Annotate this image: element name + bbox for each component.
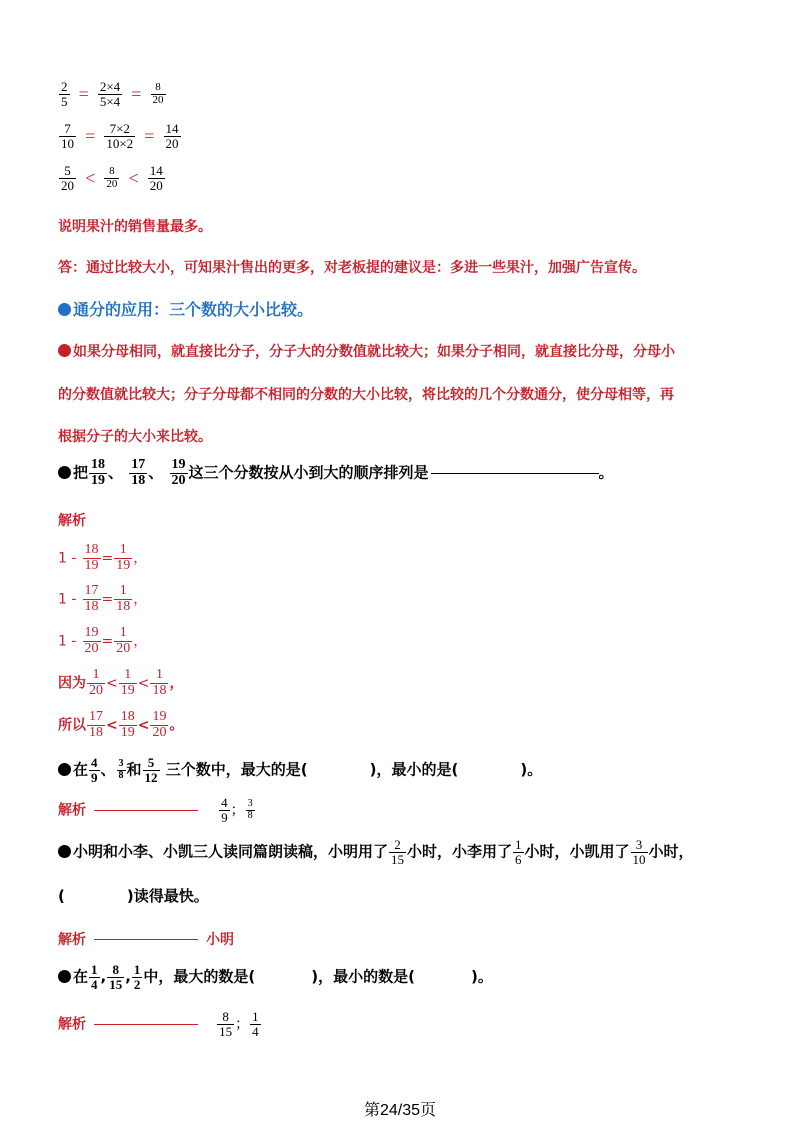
conclusion-text: 说明果汁的销售量最多。 <box>58 219 212 235</box>
analysis-label: 解析 <box>58 513 86 529</box>
fraction: $\frac{1}{20}$ <box>89 667 103 698</box>
fraction: $\frac{8}{15}$ <box>109 962 123 992</box>
fraction: $\frac{2}{15}$ <box>391 837 405 867</box>
calc-line-1: $\frac{2}{5}$ = $\frac{2\times 4}{5\times 4}$ = $\frac{8}{20}$ <box>61 79 164 109</box>
fraction: $\frac{19}{20}$ <box>84 625 99 656</box>
rule-line-3: 根据分子的大小来比较。 <box>58 429 212 445</box>
solution-line-2: 1 - $\frac{17}{18}$ = $\frac{1}{18}$ ， <box>58 583 148 614</box>
solution-line-1: 1 - $\frac{18}{19}$ = $\frac{1}{19}$ ， <box>58 542 148 573</box>
q3-analysis: 解析 小明 <box>58 932 234 948</box>
fraction: $\frac{5}{20}$ <box>61 163 74 193</box>
fraction: $\frac{8}{15}$ <box>219 1009 233 1039</box>
fraction: $\frac{17}{18}$ <box>84 583 99 614</box>
fraction: $\frac{3}{8}$ <box>118 758 124 781</box>
fraction: $\frac{1}{4}$ <box>252 1009 259 1039</box>
fraction: $\frac{1}{18}$ <box>116 583 131 614</box>
question-4: 在 $\frac{1}{4}$ , $\frac{8}{15}$ , $\frac{1}{2}$ 中，最大的数是( )，最小的数是( )。 <box>58 963 493 991</box>
bullet-icon <box>58 466 71 479</box>
fraction: $\frac{18}{19}$ <box>120 709 135 740</box>
divider <box>94 939 198 940</box>
bullet-icon <box>58 303 71 316</box>
bullet-icon <box>58 763 71 776</box>
fraction: $\frac{3}{10}$ <box>632 837 646 867</box>
fraction: $\frac{1}{20}$ <box>116 625 131 656</box>
fraction: $\frac{19}{20}$ <box>152 709 167 740</box>
fraction: $\frac{3}{8}$ <box>247 798 253 821</box>
question-1: 把 $\frac{18}{19}$ 、 $\frac{17}{18}$ 、 $\frac{19}{20}$ 这三个分数按从小到大的顺序排列是 。 <box>58 458 614 488</box>
fraction: $\frac{8}{20}$ <box>106 165 118 190</box>
q4-analysis: 解析 $\frac{8}{15}$ ； $\frac{1}{4}$ <box>58 1009 259 1039</box>
divider <box>94 1024 198 1025</box>
solution-so: 所以 $\frac{17}{18}$ < $\frac{18}{19}$ < $\frac{19}{20}$ 。 <box>58 709 184 740</box>
bullet-icon <box>58 970 71 983</box>
q2-analysis: 解析 $\frac{4}{9}$ ； $\frac{3}{8}$ <box>58 795 253 825</box>
solution-line-3: 1 - $\frac{19}{20}$ = $\frac{1}{20}$ ， <box>58 625 148 656</box>
fraction: $\frac{7\times 2}{10\times 2}$ <box>106 121 134 151</box>
fraction: $\frac{17}{18}$ <box>131 457 146 488</box>
fraction: $\frac{18}{19}$ <box>91 457 106 488</box>
answer-text: 答：通过比较大小，可知果汁售出的更多，对老板提的建议是：多进一些果汁，加强广告宣传。 <box>58 260 646 276</box>
calc-line-3: $\frac{5}{20}$ < $\frac{8}{20}$ < $\frac{14}{20}$ <box>61 163 163 193</box>
rule-line-1: 如果分母相同，就直接比分子，分子大的分数值就比较大；如果分子相同，就直接比分母，分母小 <box>58 341 675 361</box>
rule-line-2: 的分数值就比较大；分子分母都不相同的分数的大小比较，将比较的几个分数通分，使分母相等，再 <box>58 387 674 403</box>
fraction: $\frac{4}{9}$ <box>221 795 228 825</box>
fraction: $\frac{17}{18}$ <box>89 709 103 740</box>
fraction: $\frac{8}{20}$ <box>152 81 164 106</box>
fraction: $\frac{7}{10}$ <box>61 121 74 151</box>
fraction: $\frac{1}{6}$ <box>515 837 522 867</box>
fraction: $\frac{1}{19}$ <box>120 667 135 698</box>
fraction: $\frac{1}{4}$ <box>91 962 98 992</box>
section-title: 通分的应用：三个数的大小比较。 <box>58 297 313 320</box>
question-2: 在 $\frac{4}{9}$ 、 $\frac{3}{8}$ 和 $\frac{5}{12}$ 三个数中，最大的是( )，最小的是( )。 <box>58 756 542 784</box>
fraction: $\frac{1}{19}$ <box>116 542 131 573</box>
fraction: $\frac{19}{20}$ <box>171 457 186 488</box>
fraction: $\frac{1}{18}$ <box>152 667 167 698</box>
question-3-line-2: ( )读得最快。 <box>58 887 209 905</box>
bullet-icon <box>58 845 71 858</box>
page-footer: 第24/35页 <box>363 1102 437 1119</box>
fraction: $\frac{5}{12}$ <box>144 755 158 785</box>
fraction: $\frac{14}{20}$ <box>165 121 179 151</box>
question-3: 小明和小李、小凯三人读同篇朗读稿，小明用了 $\frac{2}{15}$ 小时，小李用了 $\frac{1}{6}$ 小时，小凯用了 $\frac{3}{10}$ 小时， <box>58 838 694 866</box>
answer-blank[interactable] <box>431 472 599 474</box>
bullet-icon <box>58 344 71 357</box>
solution-because: 因为 $\frac{1}{20}$ < $\frac{1}{19}$ < $\frac{1}{18}$ ， <box>58 667 184 698</box>
fraction: $\frac{2\times 4}{5\times 4}$ <box>99 79 121 109</box>
fraction: $\frac{4}{9}$ <box>91 755 98 785</box>
fraction: $\frac{18}{19}$ <box>84 542 99 573</box>
fraction: $\frac{14}{20}$ <box>149 163 163 193</box>
calc-line-2: $\frac{7}{10}$ = $\frac{7\times 2}{10\times 2}$ = $\frac{14}{20}$ <box>61 121 179 151</box>
fraction: $\frac{1}{2}$ <box>133 962 141 992</box>
fraction: $\frac{2}{5}$ <box>61 79 68 109</box>
divider <box>94 810 198 811</box>
